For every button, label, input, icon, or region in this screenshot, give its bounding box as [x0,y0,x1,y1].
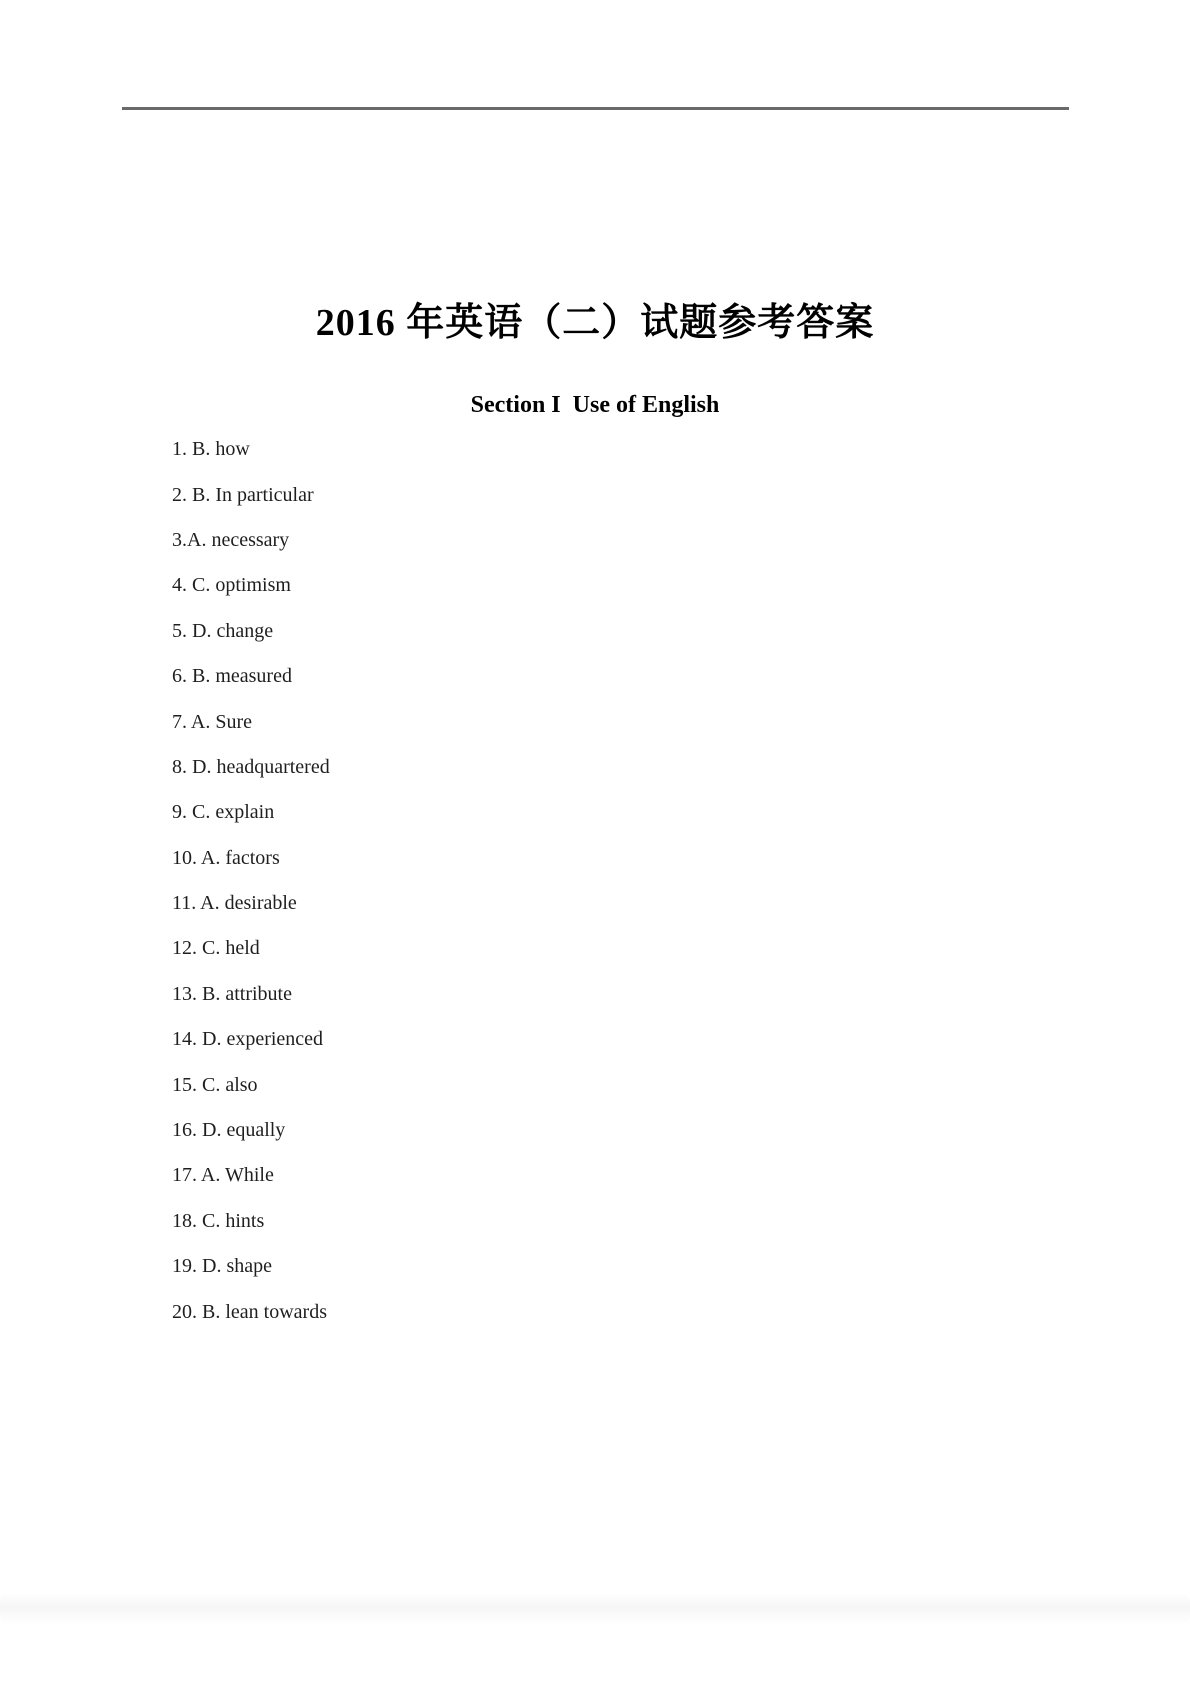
answer-item-6: 6. B. measured [172,665,292,688]
document-title: 2016 年英语（二）试题参考答案 [315,302,875,344]
answer-item-16: 16. D. equally [172,1119,286,1142]
answer-item-5: 5. D. change [172,619,274,642]
answer-item-18: 18. C. hints [172,1209,265,1232]
answer-item-17: 17. A. While [172,1164,274,1187]
answer-item-4: 4. C. optimism [172,574,291,597]
answer-item-3: 3.A. necessary [172,528,290,551]
answer-item-1: 1. B. how [172,438,250,461]
answer-item-14: 14. D. experienced [172,1028,324,1051]
answer-item-12: 12. C. held [172,937,260,960]
answer-item-7: 7. A. Sure [172,710,252,733]
answer-item-13: 13. B. attribute [172,982,292,1005]
page-bottom-edge-shadow [0,1592,1190,1626]
answer-item-2: 2. B. In particular [172,483,314,506]
answer-item-11: 11. A. desirable [172,892,297,915]
answer-item-8: 8. D. headquartered [172,755,330,778]
answer-item-19: 19. D. shape [172,1255,272,1278]
answer-item-20: 20. B. lean towards [172,1300,327,1323]
header-divider-rule [122,107,1069,110]
answer-item-10: 10. A. factors [172,846,280,869]
answer-item-15: 15. C. also [172,1073,258,1096]
answer-item-9: 9. C. explain [172,801,275,824]
answers-list [172,427,872,1335]
section-heading: Section I Use of English [470,392,720,418]
